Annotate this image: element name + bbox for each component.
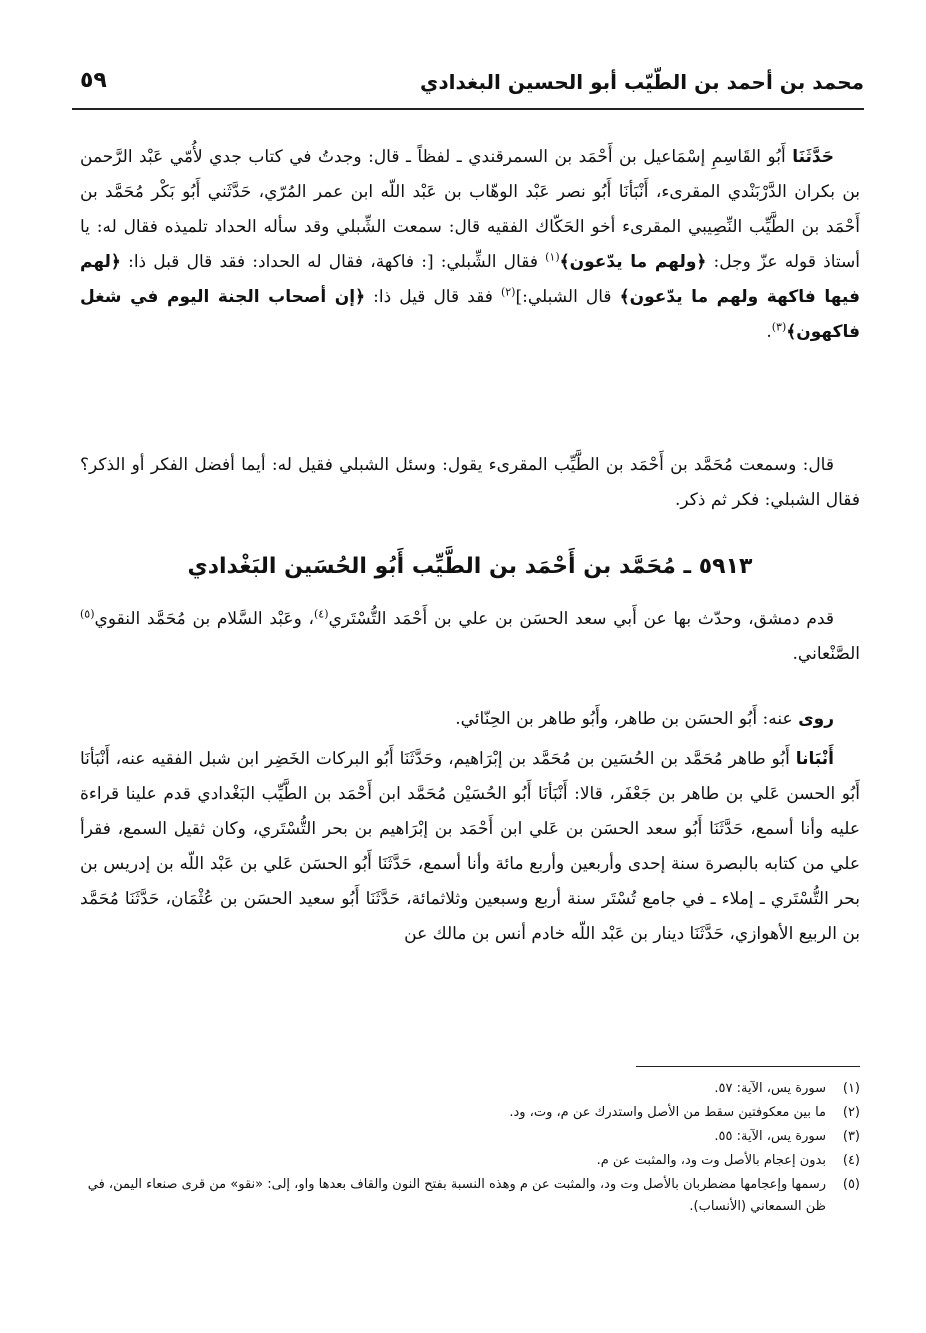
footnote-rule [636, 1066, 860, 1067]
page-number: ٥٩ [80, 68, 107, 93]
footnote-number: (١) [842, 1081, 860, 1096]
paragraph-text: فقال الشِّبلي: [: فاكهة، فقال له الحداد: فقد قال قبل ذا: [120, 252, 546, 272]
footnote-ref-1: (١) [545, 250, 560, 264]
paragraph-3 [80, 602, 860, 672]
footnote-ref-5: (٥) [80, 607, 95, 621]
paragraph-text: الصَّنْعاني. [792, 644, 860, 664]
footnote-text: سورة يس، الآية: ٥٥. [714, 1129, 826, 1144]
footnote [80, 1150, 860, 1172]
paragraph-text: قدم دمشق، وحدّث بها عن أَبي سعد الحسَن بن علي بن أَحْمَد التُّسْتَري [328, 609, 834, 629]
footnote-text: سورة يس، الآية: ٥٧. [714, 1081, 826, 1096]
footnotes [80, 1078, 860, 1220]
paragraph-lead-word: حَدَّثَنَا [792, 147, 834, 167]
footnote [80, 1174, 860, 1218]
page-header [72, 66, 864, 106]
paragraph-text: أَبُو القَاسِمِ إسْمَاعيل بن أَحْمَد بن السمرقندي ـ لفظاً ـ قال: وجدتُ في كتاب جدي لأُمّي عَبْد الرَّحمن بن بكران الدَّرْبَنْدي المقرىء، أَنْبَأنَا أَبُو نصر عَبْد الوهّاب بن عَبْد اللّه ابن عمر المُرّي، حَدَّثَني أَبُو بَكْر مُحَمَّد بن أَحْمَد بن الطَّيِّب النِّصِيبي المقرىء أخو الحَكّاك الفقيه قال: سمعت الشِّبلي وقد سأله الحداد تلميذه فقال له: يا أستاذ قوله عزّ وجل: [80, 147, 860, 272]
footnote-ref-3: (٣) [771, 320, 787, 334]
footnote-ref-4: (٤) [313, 607, 329, 621]
paragraph-text: قال: وسمعت مُحَمَّد بن أَحْمَد بن الطَّيِّب المقرىء يقول: وسئل الشبلي فقيل له: أيما أفضل الفكر أو الذكر؟ فقال الشبلي: فكر ثم ذكر. [80, 455, 860, 510]
quran-quote: ﴿إن أصحاب الجنة اليوم في شغل فاكهون﴾ [80, 287, 860, 342]
footnote [80, 1078, 860, 1100]
paragraph-text: عنه: أَبُو الحسَن بن طاهر، وأَبُو طاهر بن الحِنّائي. [455, 709, 799, 729]
footnote-text: رسمها وإعجامها مضطربان بالأصل وت ود، والمثبت عن م وهذه النسبة بفتح النون والقاف بعدها واو، إلى: «نقو» من قرى صنعاء اليمن، في ظن السمعاني (الأنساب). [87, 1177, 826, 1214]
footnote-ref-2: (٢) [500, 285, 516, 299]
paragraph-text: . [766, 322, 772, 342]
entry-title: ٥٩١٣ ـ مُحَمَّد بن أَحْمَد بن الطَّيِّب أَبُو الحُسَين البَغْدادي [187, 554, 753, 579]
footnote [80, 1126, 860, 1148]
paragraph-lead-word: روى [798, 709, 834, 729]
paragraph-1 [80, 140, 860, 350]
header-rule [72, 108, 864, 110]
paragraph-5 [80, 742, 860, 952]
paragraph-text: أَبُو طاهر مُحَمَّد بن الحُسَين بن مُحَمَّد بن إبْرَاهيم، وحَدَّثَنَا أَبُو البركات الخَضِر ابن شبل الفقيه عنه، أَنْبَأنَا أَبُو الحسن عَلي بن طاهر بن جَعْفَر، قالا: أَنْبَأنَا أَبُو الحُسَيْن مُحَمَّد ابن أَحْمَد بن الطَّيِّب البَغْدادي قدم علينا قراءة عليه وأنا أسمع، حَدَّثَنَا أَبُو سعد الحسَن بن عَلي ابن أَحْمَد بن إبْرَاهيم بن بحر التُّسْتَري، وكان ثقيل السمع، فقرأ علي من كتابه بالبصرة سنة إحدى وأربعين وأربع مائة وأنا أسمع، حَدَّثَنَا أَبُو الحسَن عَلي بن عَبْد اللّه بن إدريس بن بحر التُّسْتَري ـ إملاء ـ في جامع تُسْتَر سنة أربع وسبعين وثلاثمائة، حَدَّثَنَا أَبُو سعيد الحسَن بن عُثْمَان، حَدَّثَنَا مُحَمَّد بن الربيع الأهوازي، حَدَّثَنَا دينار بن عَبْد اللّه خادم أنس بن مالك عن [80, 749, 861, 944]
paragraph-text: ، وعَبْد السَّلام بن مُحَمَّد النقوي [94, 609, 314, 629]
footnote-number: (٤) [842, 1153, 860, 1168]
footnote-text: بدون إعجام بالأصل وت ود، والمثبت عن م. [596, 1153, 826, 1168]
paragraph-lead-word: أَنْبَانا [795, 749, 834, 769]
footnote [80, 1102, 860, 1124]
footnote-number: (٥) [842, 1177, 860, 1192]
footnote-number: (٣) [842, 1129, 860, 1144]
quran-quote: ﴿لهم فيها فاكهة ولهم ما يدّعون﴾ [80, 252, 860, 307]
running-head: محمد بن أحمد بن الطّيّب أبو الحسين البغدادي [420, 70, 864, 94]
paragraph-text: فقد قال قيل ذا: [365, 287, 501, 307]
footnote-number: (٢) [842, 1105, 860, 1120]
paragraph-4 [80, 702, 860, 737]
footnote-text: ما بين معكوفتين سقط من الأصل واستدرك عن م، وت، ود. [509, 1105, 826, 1120]
paragraph-text: قال الشبلي:] [515, 287, 620, 307]
quran-quote: ﴿ولهم ما يدّعون﴾ [559, 252, 707, 272]
paragraph-2 [80, 448, 860, 518]
